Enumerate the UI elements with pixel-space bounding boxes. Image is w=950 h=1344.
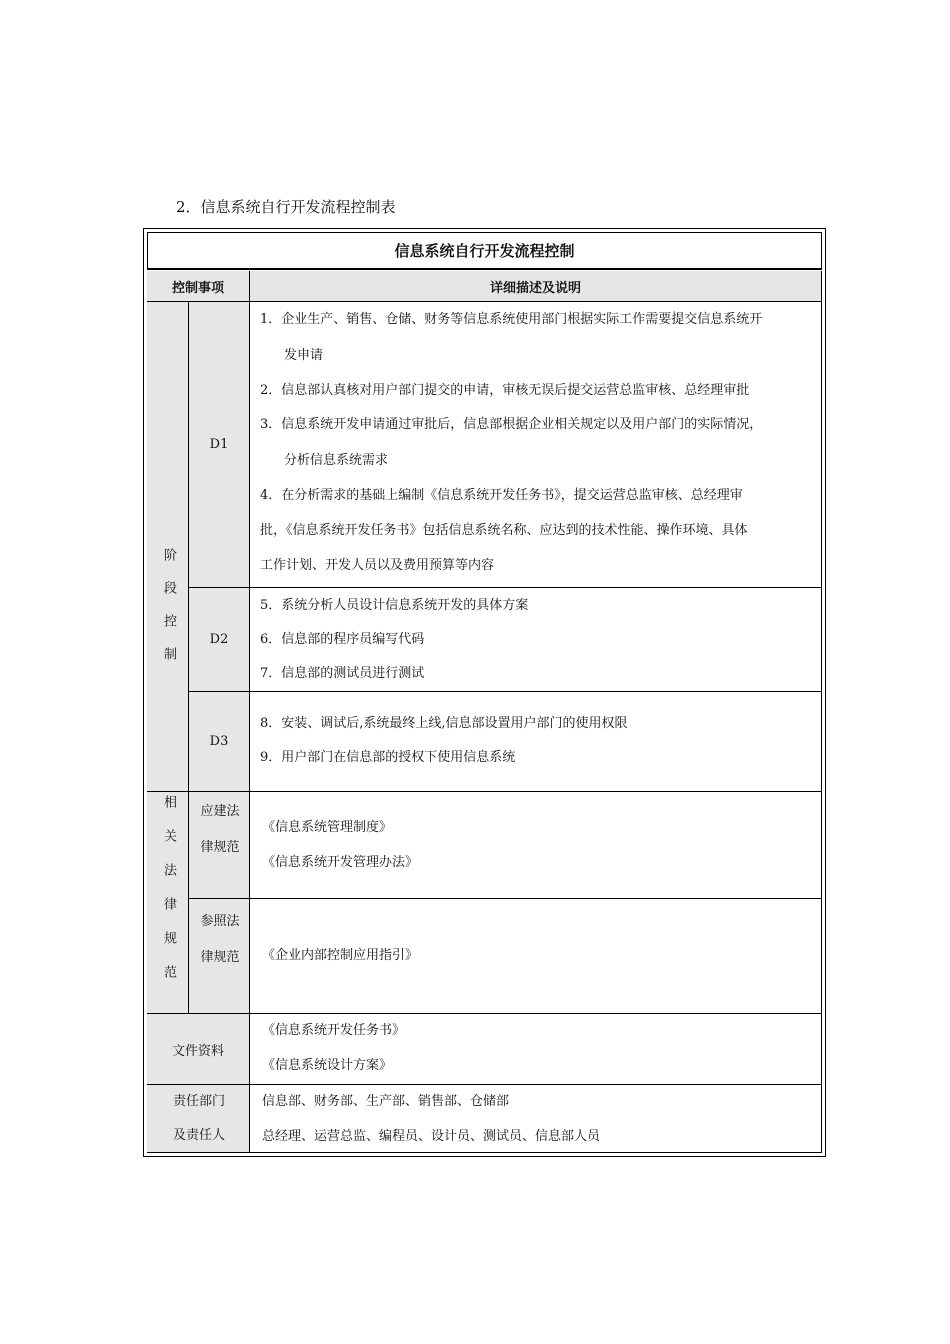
list-item: 发申请	[284, 348, 324, 363]
list-item: 《信息系统管理制度》	[262, 820, 393, 835]
docs-items	[250, 1014, 822, 1085]
stage-d3-code: D3	[189, 692, 250, 792]
law-group-2-label: 参照法律规范	[200, 914, 240, 965]
list-item: 《信息系统开发任务书》	[262, 1023, 406, 1038]
list-item: 批，《信息系统开发任务书》包括信息系统名称、应达到的技术性能、操作环境、具体	[260, 523, 748, 538]
header-description: 详细描述及说明	[250, 271, 822, 302]
law-label-cell	[147, 792, 189, 1014]
resp-label-cell	[147, 1085, 250, 1153]
stage-label-cell	[147, 302, 189, 792]
stage-label: 阶段控制	[161, 548, 176, 680]
list-item: 1．企业生产、销售、仓储、财务等信息系统使用部门根据实际工作需要提交信息系统开	[260, 312, 763, 327]
list-item: 2．信息部认真核对用户部门提交的申请，审核无误后提交运营总监审核、总经理审批	[260, 383, 750, 398]
control-table	[143, 228, 826, 1157]
list-item: 信息部、财务部、生产部、销售部、仓储部	[262, 1094, 510, 1109]
list-item: 《信息系统设计方案》	[262, 1058, 393, 1073]
stage-d1-code: D1	[189, 302, 250, 588]
list-item: 4．在分析需求的基础上编制《信息系统开发任务书》，提交运营总监审核、总经理审	[260, 488, 743, 503]
list-item: 6．信息部的程序员编写代码	[260, 632, 425, 647]
stage-d2-description	[250, 588, 822, 692]
stage-d1-description	[250, 302, 822, 588]
law-group-1-items	[250, 792, 822, 899]
list-item: 总经理、运营总监、编程员、设计员、测试员、信息部人员	[262, 1129, 601, 1144]
list-item: 8．安装、调试后,系统最终上线,信息部设置用户部门的使用权限	[260, 716, 628, 731]
list-item: 工作计划、开发人员以及费用预算等内容	[260, 558, 495, 573]
law-group-2-items	[250, 899, 822, 1014]
list-item: 5．系统分析人员设计信息系统开发的具体方案	[260, 598, 529, 613]
header-control-item: 控制事项	[147, 271, 250, 302]
list-item: 《信息系统开发管理办法》	[262, 855, 419, 870]
section-heading: 2．信息系统自行开发流程控制表	[176, 198, 396, 216]
resp-items	[250, 1085, 822, 1153]
stage-d2-code: D2	[189, 588, 250, 692]
law-group-2-label-cell	[189, 899, 250, 1014]
stage-d3-description	[250, 692, 822, 792]
docs-label: 文件资料	[147, 1014, 250, 1085]
law-label: 相关法律规范	[161, 795, 176, 999]
table-title: 信息系统自行开发流程控制	[147, 232, 822, 270]
law-group-1-label-cell	[189, 792, 250, 899]
law-group-1-label: 应建法律规范	[200, 804, 240, 855]
list-item: 7．信息部的测试员进行测试	[260, 666, 425, 681]
list-item: 分析信息系统需求	[284, 453, 389, 468]
resp-label: 责任部门及责任人	[172, 1094, 225, 1143]
list-item: 9．用户部门在信息部的授权下使用信息系统	[260, 750, 516, 765]
list-item: 3．信息系统开发申请通过审批后，信息部根据企业相关规定以及用户部门的实际情况，	[260, 417, 763, 432]
list-item: 《企业内部控制应用指引》	[262, 948, 419, 963]
